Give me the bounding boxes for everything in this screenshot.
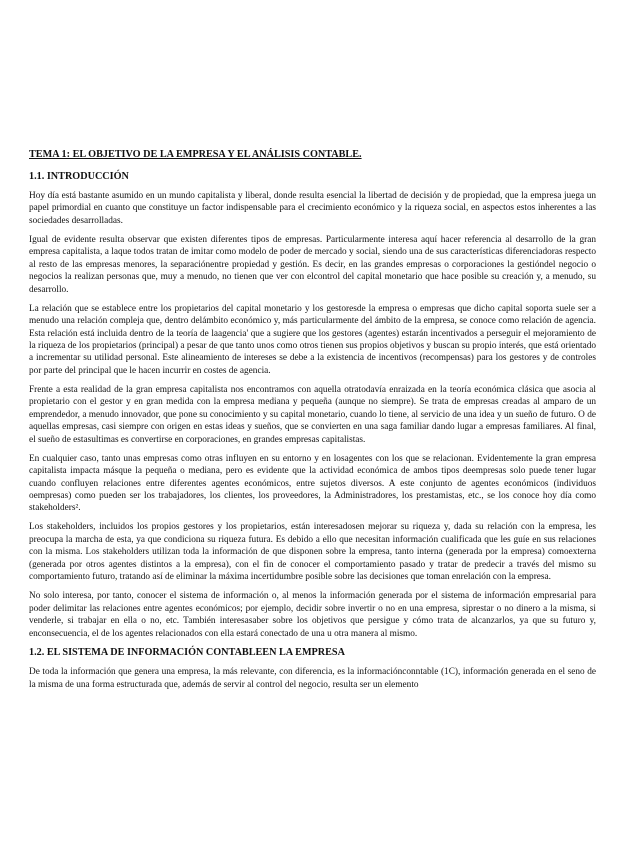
paragraph: Hoy día está bastante asumido en un mundo capitalista y liberal, donde resulta esencial la libertad de decisión y de propiedad, que la empresa juega un papel primordial en cuanto que constituye un factor indispensable para el crecimiento económico y la riqueza social, en aspectos estos inherentes a las sociedades desarrolladas.: [29, 191, 596, 226]
section-heading-introduccion: 1.1. INTRODUCCIÓN: [29, 171, 129, 182]
paragraph: De toda la información que genera una empresa, la más relevante, con diferencia, es la informaciónconntable (1C), información generada en el seno de la misma de una forma estructurada que, además de servir al control del negocio, resulta ser un elemento: [29, 667, 596, 690]
paragraph: Los stakeholders, incluidos los propios gestores y los propietarios, están interesadosen mejorar su riqueza y, dada su relación con la empresa, les preocupa la marcha de esta, ya que condiciona su riqueza futura. Es debido a ello que necesitan información cualificada que les guíe en sus relaciones con la misma. Los stakeholders utilizan toda la información de que disponen sobre la empresa, tanto interna (generada por la empresa) comoexterna (generada por otros agentes distintos a la empresa), con el fin de conocer el comportamiento pasado y tratar de predecir a través del mismo su comportamiento futuro, tratando así de eliminar la máxima incertidumbre posible sobre las decisiones que toman enrelación con la empresa.: [29, 522, 596, 583]
document-title: TEMA 1: EL OBJETIVO DE LA EMPRESA Y EL ANÁLISIS CONTABLE.: [29, 149, 362, 160]
document-page: [29, 148, 596, 698]
paragraph: Frente a esta realidad de la gran empresa capitalista nos encontramos con aquella otratodavía enraizada en la teoría económica clásica que asocia al propietario con el gestor y en gran medida con la empresa mediana y pequeña (aunque no siempre). Se trata de empresas creadas al amparo de un emprendedor, a menudo innovador, que pone su conocimiento y su capital monetario, cuando lo tiene, al servicio de una idea y un sueño de futuro. O de aquellas empresas, casi siempre con origen en estas ideas y sueños, que se convierten en una saga familiar dando lugar a empresas familiares. Al final, el sueño de estasultimas es convertirse en corporaciones, en grandes empresas capitalistas.: [29, 384, 596, 445]
paragraph: En cualquier caso, tanto unas empresas como otras influyen en su entorno y en losagentes con los que se relacionan. Evidentemente la gran empresa capitalista impacta másque la pequeña o mediana, pero es evidente que la actividad económica de ambos tipos deempresas solo puede tener lugar cuando confluyen relaciones entre diferentes agentes económicos, entre sujetos diversos. A este conjunto de agentes económicos (individuos oempresas) como pueden ser los trabajadores, los clientes, los proveedores, la Administradores, los prestamistas, etc., se los conoce hoy día como stakeholders².: [29, 453, 596, 514]
paragraph: Igual de evidente resulta observar que existen diferentes tipos de empresas. Particularmente interesa aquí hacer referencia al desarrollo de la gran empresa capitalista, a laque todos tratan de imitar como modelo de poder de mercado y social, siendo una de sus características diferenciadoras respecto al resto de las empresas menores, la separaciónentre propiedad y gestión. Es decir, en las grandes empresas o corporaciones la gestióndel negocio o negocios la realizan personas que, muy a menudo, no tienen que ver con elcontrol del capital monetario que hace posible su creación y, a menudo, su desarrollo.: [29, 234, 596, 295]
section-heading-sistema-informacion: 1.2. EL SISTEMA DE INFORMACIÓN CONTABLEEN LA EMPRESA: [29, 647, 345, 659]
paragraph: No solo interesa, por tanto, conocer el sistema de información o, al menos la información generada por el sistema de información empresarial para poder delimitar las relaciones entre agentes económicos; por ejemplo, decidir sobre invertir o no en una empresa, siprestar o no dinero a la misma, si venderle, si trabajar en ella o no, etc. También interesasaber sobre los objetivos que persigue y cómo trata de alcanzarlos, ya que su futuro y, enconsecuencia, el de los agentes relacionados con ella estará conectado de una u otra manera al mismo.: [29, 591, 596, 639]
paragraph: La relación que se establece entre los propietarios del capital monetario y los gestoresde la empresa o empresas que dicho capital soporta suele ser a menudo una relación compleja que, dentro delámbito económico y, más particularmente del ámbito de la empresa, se conoce como relación de agencia. Esta relación está incluida dentro de la teoría de laagencia' que a sugiere que los gestores (agentes) estarán incentivados a perseguir el mejoramiento de la riqueza de los propietarios (principal) a pesar de que tanto unos como otros tienen sus propios objetivos y buscan su propio interés, que está orientado a incrementar su utilidad personal. Este alineamiento de intereses se debe a la existencia de incentivos (recompensas) para los gestores y de controles por parte del principal que le hacen incurrir en costes de agencia.: [29, 303, 596, 376]
